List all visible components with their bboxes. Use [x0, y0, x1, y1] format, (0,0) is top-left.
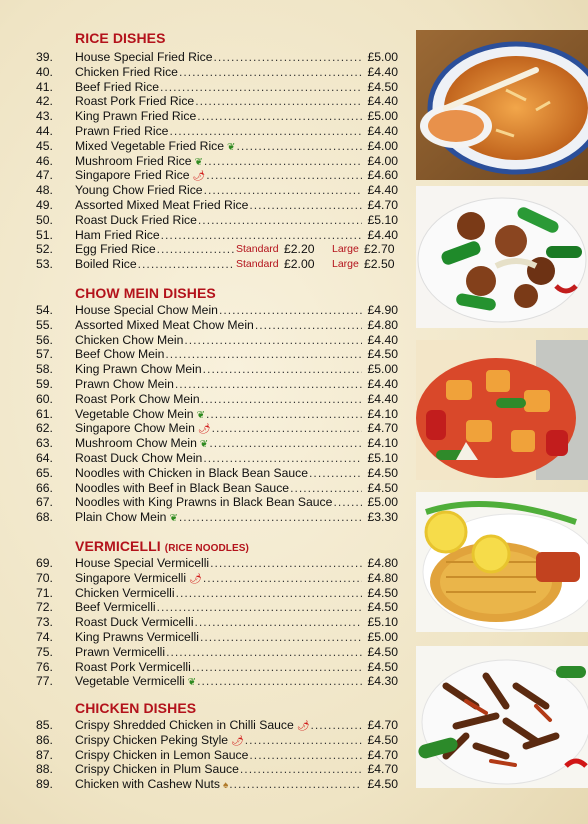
menu-item — [0, 168, 410, 183]
chilli-pepper-dish-photo — [416, 186, 588, 328]
vegetarian-icon: ❦ — [199, 439, 209, 451]
item-price: £4.90 — [367, 303, 398, 317]
item-number: 69. — [36, 556, 53, 570]
item-name-wrap — [75, 407, 362, 423]
leader-dots — [203, 571, 362, 586]
item-number: 46. — [36, 153, 53, 168]
leader-dots — [210, 556, 362, 571]
item-number: 89. — [36, 777, 53, 792]
item-number: 60. — [36, 391, 53, 406]
item-name: Singapore Chow Mein — [75, 421, 195, 436]
item-name: Mixed Vegetable Fried Rice — [75, 138, 225, 153]
item-name-wrap — [75, 198, 362, 213]
item-number: 70. — [36, 570, 53, 585]
section-title-text: CHOW MEIN DISHES — [75, 285, 216, 301]
leader-dots — [249, 198, 362, 213]
item-number: 67. — [36, 495, 53, 510]
item-number: 73. — [36, 615, 53, 630]
leader-dots — [157, 600, 362, 615]
leader-dots — [203, 362, 362, 377]
menu-item — [0, 630, 410, 645]
item-name: Crispy Chicken in Lemon Sauce — [75, 747, 249, 762]
item-name-wrap — [75, 762, 362, 777]
item-number: 39. — [36, 50, 53, 64]
chili-icon: 🌶 — [296, 721, 310, 732]
item-name-wrap — [75, 109, 362, 124]
large-price: £2.70 — [364, 242, 395, 257]
item-number: 40. — [36, 64, 53, 79]
menu-item — [0, 466, 410, 481]
leader-dots — [204, 183, 362, 198]
item-name-wrap — [75, 318, 362, 333]
item-number: 51. — [36, 227, 53, 242]
item-price: £4.50 — [367, 644, 398, 659]
item-price: £4.30 — [367, 674, 398, 689]
section-subtitle: (RICE NOODLES) — [164, 543, 249, 554]
item-name-wrap — [75, 80, 362, 95]
item-number: 56. — [36, 332, 53, 347]
item-number: 75. — [36, 644, 53, 659]
item-price: £4.50 — [367, 79, 398, 94]
item-name: Prawn Chow Mein — [75, 377, 174, 391]
item-price: £4.40 — [367, 124, 398, 138]
item-price: £4.60 — [367, 168, 398, 183]
menu-item — [0, 777, 410, 792]
item-price: £4.80 — [367, 317, 398, 332]
item-price: £4.40 — [367, 227, 398, 242]
item-name: Roast Duck Chow Mein — [75, 451, 203, 465]
vegetarian-icon: ❦ — [169, 513, 178, 525]
leader-dots — [219, 303, 362, 318]
leader-dots — [138, 257, 235, 272]
item-number: 87. — [36, 747, 53, 762]
item-name: Roast Duck Fried Rice — [75, 212, 197, 227]
item-name-wrap — [75, 571, 362, 587]
leader-dots — [236, 139, 362, 154]
item-price: £4.40 — [367, 391, 398, 406]
menu-item — [0, 50, 410, 65]
item-name: Roast Pork Chow Mein — [75, 391, 200, 406]
item-price: £5.00 — [367, 50, 398, 64]
item-name: House Special Fried Rice — [75, 50, 213, 64]
item-name-wrap — [75, 436, 362, 452]
item-name-wrap — [75, 510, 362, 526]
item-number: 41. — [36, 79, 53, 94]
leader-dots — [175, 377, 362, 392]
item-price: £4.50 — [367, 732, 398, 747]
item-price: £4.70 — [367, 421, 398, 436]
menu-item — [0, 600, 410, 615]
leader-dots — [214, 50, 362, 65]
leader-dots — [179, 510, 362, 525]
item-price: £5.10 — [367, 615, 398, 630]
leader-dots — [206, 407, 362, 422]
item-name: Mushroom Chow Mein — [75, 436, 197, 451]
large-price: £2.50 — [364, 257, 395, 272]
item-number: 43. — [36, 109, 53, 124]
item-price: £4.70 — [367, 747, 398, 762]
menu-item — [0, 451, 410, 466]
item-name-wrap — [75, 421, 362, 437]
menu-item — [0, 762, 410, 777]
menu-item — [0, 556, 410, 571]
section-title-text: VERMICELLI — [75, 538, 161, 554]
leader-dots — [195, 615, 362, 630]
item-number: 85. — [36, 718, 53, 732]
item-name-wrap — [75, 50, 362, 65]
item-name: Boiled Rice — [75, 257, 137, 272]
leader-dots — [240, 762, 362, 777]
item-name-wrap — [75, 65, 362, 80]
item-price: £4.40 — [367, 332, 398, 347]
menu-item — [0, 615, 410, 630]
item-price: £5.00 — [367, 630, 398, 644]
item-name-wrap — [75, 495, 362, 510]
item-number: 72. — [36, 600, 53, 615]
item-name: King Prawn Chow Mein — [75, 362, 202, 377]
menu-item — [0, 80, 410, 95]
item-price: £4.40 — [367, 94, 398, 109]
vegetarian-icon: ❦ — [187, 677, 197, 689]
menu-item — [0, 94, 410, 109]
menu-item — [0, 436, 410, 451]
menu-item — [0, 392, 410, 407]
large-size-label: Large — [332, 258, 359, 271]
leader-dots — [212, 421, 362, 436]
chili-icon: 🌶 — [189, 573, 202, 585]
item-name: Mushroom Fried Rice — [75, 153, 192, 168]
item-name: Vegetable Chow Mein — [75, 406, 194, 421]
leader-dots — [203, 451, 362, 466]
leader-dots — [161, 228, 362, 243]
item-number: 53. — [36, 257, 53, 272]
menu-item — [0, 571, 410, 586]
menu-item — [0, 318, 410, 333]
leader-dots — [206, 168, 362, 183]
menu-item — [0, 495, 410, 510]
item-number: 45. — [36, 138, 53, 153]
item-name-wrap — [75, 556, 362, 571]
item-name-wrap — [75, 139, 362, 155]
nut-icon: ♠ — [222, 780, 229, 792]
item-name-wrap — [75, 303, 362, 318]
item-number: 86. — [36, 732, 53, 747]
item-name: Prawn Fried Rice — [75, 124, 169, 138]
menu-item — [0, 333, 410, 348]
item-number: 88. — [36, 762, 53, 777]
item-price: £4.50 — [367, 600, 398, 615]
item-number: 66. — [36, 480, 53, 495]
menu-item — [0, 213, 410, 228]
menu-item — [0, 748, 410, 763]
item-name: Egg Fried Rice — [75, 242, 156, 257]
menu-item — [0, 347, 410, 362]
item-name-wrap — [75, 154, 362, 170]
item-name: Singapore Fried Rice — [75, 168, 190, 183]
item-price: £4.50 — [367, 585, 398, 600]
leader-dots — [255, 318, 362, 333]
menu-item — [0, 124, 410, 139]
item-name: Plain Chow Mein — [75, 510, 167, 525]
leader-dots — [165, 347, 362, 362]
menu-item — [0, 303, 410, 318]
item-name: Young Chow Fried Rice — [75, 183, 203, 198]
sweet-and-sour-photo — [416, 340, 588, 480]
item-name-wrap — [75, 630, 362, 645]
shredded-beef-photo — [416, 646, 588, 788]
leader-dots — [184, 333, 362, 348]
item-name-wrap — [75, 183, 362, 198]
leader-dots — [157, 242, 235, 257]
menu-item — [0, 183, 410, 198]
item-price: £4.80 — [367, 570, 398, 585]
leader-dots — [195, 94, 362, 109]
leader-dots — [179, 65, 362, 80]
item-price: £4.70 — [367, 198, 398, 212]
item-name: Noodles with Chicken in Black Bean Sauce — [75, 465, 309, 480]
menu-item — [0, 407, 410, 422]
item-price: £4.70 — [367, 718, 398, 732]
item-name-wrap — [75, 392, 362, 407]
vegetarian-icon: ❦ — [227, 141, 236, 153]
item-name-wrap — [75, 586, 362, 601]
item-number: 48. — [36, 183, 53, 198]
leader-dots — [229, 777, 362, 792]
item-price: £4.00 — [367, 153, 398, 168]
item-name-wrap — [75, 242, 235, 257]
item-price: £4.80 — [367, 556, 398, 570]
item-name-wrap — [75, 660, 362, 675]
leader-dots — [245, 733, 362, 748]
item-price: £5.00 — [367, 109, 398, 124]
item-number: 47. — [36, 168, 53, 183]
item-number: 44. — [36, 124, 53, 138]
vegetarian-icon: ❦ — [194, 156, 203, 168]
menu-item — [0, 718, 410, 733]
leader-dots — [209, 436, 362, 451]
chili-icon: 🌶 — [192, 171, 206, 183]
standard-price: £2.20 — [284, 242, 315, 257]
menu-item — [0, 362, 410, 377]
item-number: 55. — [36, 317, 53, 332]
item-name-wrap — [75, 777, 362, 793]
item-price: £4.70 — [367, 762, 398, 777]
item-number: 62. — [36, 421, 53, 436]
menu-item — [0, 228, 410, 243]
leader-dots — [198, 213, 362, 228]
soup-photo — [416, 30, 588, 180]
item-name: Roast Pork Vermicelli — [75, 659, 191, 674]
leader-dots — [192, 660, 362, 675]
section-title-text: CHICKEN DISHES — [75, 700, 197, 716]
menu-item — [0, 674, 410, 689]
item-name: Beef Chow Mein — [75, 347, 165, 362]
item-name-wrap — [75, 168, 362, 184]
item-number: 64. — [36, 451, 53, 465]
menu-item — [0, 733, 410, 748]
item-price: £4.40 — [367, 377, 398, 391]
item-price: £4.10 — [367, 436, 398, 451]
section-title — [75, 538, 249, 554]
item-name: Chicken Chow Mein — [75, 332, 184, 347]
item-number: 77. — [36, 674, 53, 689]
chili-icon: 🌶 — [197, 424, 211, 436]
item-price: £4.00 — [367, 138, 398, 153]
item-name-wrap — [75, 333, 362, 348]
item-name-wrap — [75, 615, 362, 630]
menu-item — [0, 109, 410, 124]
item-number: 58. — [36, 362, 53, 377]
item-name-wrap — [75, 674, 362, 690]
item-name: Assorted Mixed Meat Fried Rice — [75, 198, 249, 212]
section-title — [75, 700, 196, 716]
item-number: 76. — [36, 659, 53, 674]
item-name: Chicken with Cashew Nuts — [75, 777, 220, 792]
item-name-wrap — [75, 347, 362, 362]
leader-dots — [311, 718, 362, 733]
item-name-wrap — [75, 718, 362, 734]
section-title — [75, 30, 166, 46]
item-name: Assorted Mixed Meat Chow Mein — [75, 317, 254, 332]
standard-size-label: Standard — [236, 258, 279, 271]
section-title-text: RICE DISHES — [75, 30, 166, 46]
menu-item — [0, 586, 410, 601]
item-name-wrap — [75, 228, 362, 243]
item-price: £4.40 — [367, 64, 398, 79]
item-name: Prawn Vermicelli — [75, 644, 166, 659]
menu-item — [0, 198, 410, 213]
item-price: £5.00 — [367, 362, 398, 377]
leader-dots — [204, 154, 362, 169]
item-name: Crispy Chicken in Plum Sauce — [75, 762, 239, 777]
item-name-wrap — [75, 645, 362, 660]
item-price: £4.50 — [367, 777, 398, 792]
item-number: 65. — [36, 465, 53, 480]
item-number: 59. — [36, 377, 53, 391]
item-number: 57. — [36, 347, 53, 362]
menu-item — [0, 154, 410, 169]
item-name: Noodles with Beef in Black Bean Sauce — [75, 480, 290, 495]
item-number: 61. — [36, 406, 53, 421]
item-number: 52. — [36, 242, 53, 257]
item-name: House Special Vermicelli — [75, 556, 210, 570]
item-name: House Special Chow Mein — [75, 303, 218, 317]
sized-menu-item — [0, 257, 410, 272]
item-name-wrap — [75, 481, 362, 496]
menu-item — [0, 510, 410, 525]
section-title — [75, 285, 216, 301]
leader-dots — [166, 645, 362, 660]
standard-size-label: Standard — [236, 243, 279, 256]
item-name: Chicken Vermicelli — [75, 585, 175, 600]
leader-dots — [197, 674, 362, 689]
item-name: King Prawn Fried Rice — [75, 109, 197, 124]
item-name: Beef Vermicelli — [75, 600, 156, 615]
leader-dots — [169, 124, 362, 139]
item-name-wrap — [75, 213, 362, 228]
item-price: £5.00 — [367, 495, 398, 510]
item-name-wrap — [75, 733, 362, 749]
leader-dots — [200, 630, 362, 645]
item-name-wrap — [75, 124, 362, 139]
item-name-wrap — [75, 466, 362, 481]
sized-menu-item — [0, 242, 410, 257]
menu-item — [0, 65, 410, 80]
item-number: 74. — [36, 630, 53, 644]
item-price: £5.10 — [367, 451, 398, 465]
item-price: £5.10 — [367, 212, 398, 227]
item-number: 68. — [36, 510, 53, 525]
item-price: £4.50 — [367, 465, 398, 480]
item-number: 50. — [36, 212, 53, 227]
item-price: £3.30 — [367, 510, 398, 525]
item-name-wrap — [75, 451, 362, 466]
item-name: Singapore Vermicelli — [75, 570, 187, 585]
item-name: Noodles with King Prawns in Black Bean Sauce — [75, 495, 333, 510]
item-name: Roast Pork Fried Rice — [75, 94, 195, 109]
menu-item — [0, 421, 410, 436]
item-number: 49. — [36, 198, 53, 212]
leader-dots — [160, 80, 362, 95]
item-name-wrap — [75, 257, 235, 272]
menu-item — [0, 377, 410, 392]
leader-dots — [176, 586, 362, 601]
menu-item — [0, 645, 410, 660]
large-size-label: Large — [332, 243, 359, 256]
leader-dots — [249, 748, 362, 763]
vegetarian-icon: ❦ — [196, 409, 205, 421]
menu-item — [0, 139, 410, 154]
menu-item — [0, 481, 410, 496]
item-name-wrap — [75, 748, 362, 763]
menu-item — [0, 660, 410, 675]
standard-price: £2.00 — [284, 257, 315, 272]
lemon-chicken-photo — [416, 492, 588, 632]
item-name-wrap — [75, 377, 362, 392]
leader-dots — [290, 481, 362, 496]
item-name-wrap — [75, 362, 362, 377]
item-price: £4.50 — [367, 659, 398, 674]
leader-dots — [201, 392, 362, 407]
leader-dots — [197, 109, 362, 124]
item-name: Crispy Shredded Chicken in Chilli Sauce — [75, 718, 294, 732]
chili-icon: 🌶 — [231, 735, 244, 747]
item-name: Roast Duck Vermicelli — [75, 615, 194, 630]
item-number: 63. — [36, 436, 53, 451]
item-price: £4.40 — [367, 183, 398, 198]
item-name-wrap — [75, 94, 362, 109]
item-name-wrap — [75, 600, 362, 615]
item-number: 54. — [36, 303, 53, 317]
item-number: 42. — [36, 94, 53, 109]
item-name: King Prawns Vermicelli — [75, 630, 199, 644]
item-name: Chicken Fried Rice — [75, 64, 178, 79]
leader-dots — [309, 466, 362, 481]
item-number: 71. — [36, 585, 53, 600]
item-name: Beef Fried Rice — [75, 79, 159, 94]
item-name: Vegetable Vermicelli — [75, 674, 185, 689]
item-name: Crispy Chicken Peking Style — [75, 732, 229, 747]
item-price: £4.10 — [367, 406, 398, 421]
item-name: Ham Fried Rice — [75, 227, 160, 242]
item-price: £4.50 — [367, 347, 398, 362]
item-price: £4.50 — [367, 480, 398, 495]
